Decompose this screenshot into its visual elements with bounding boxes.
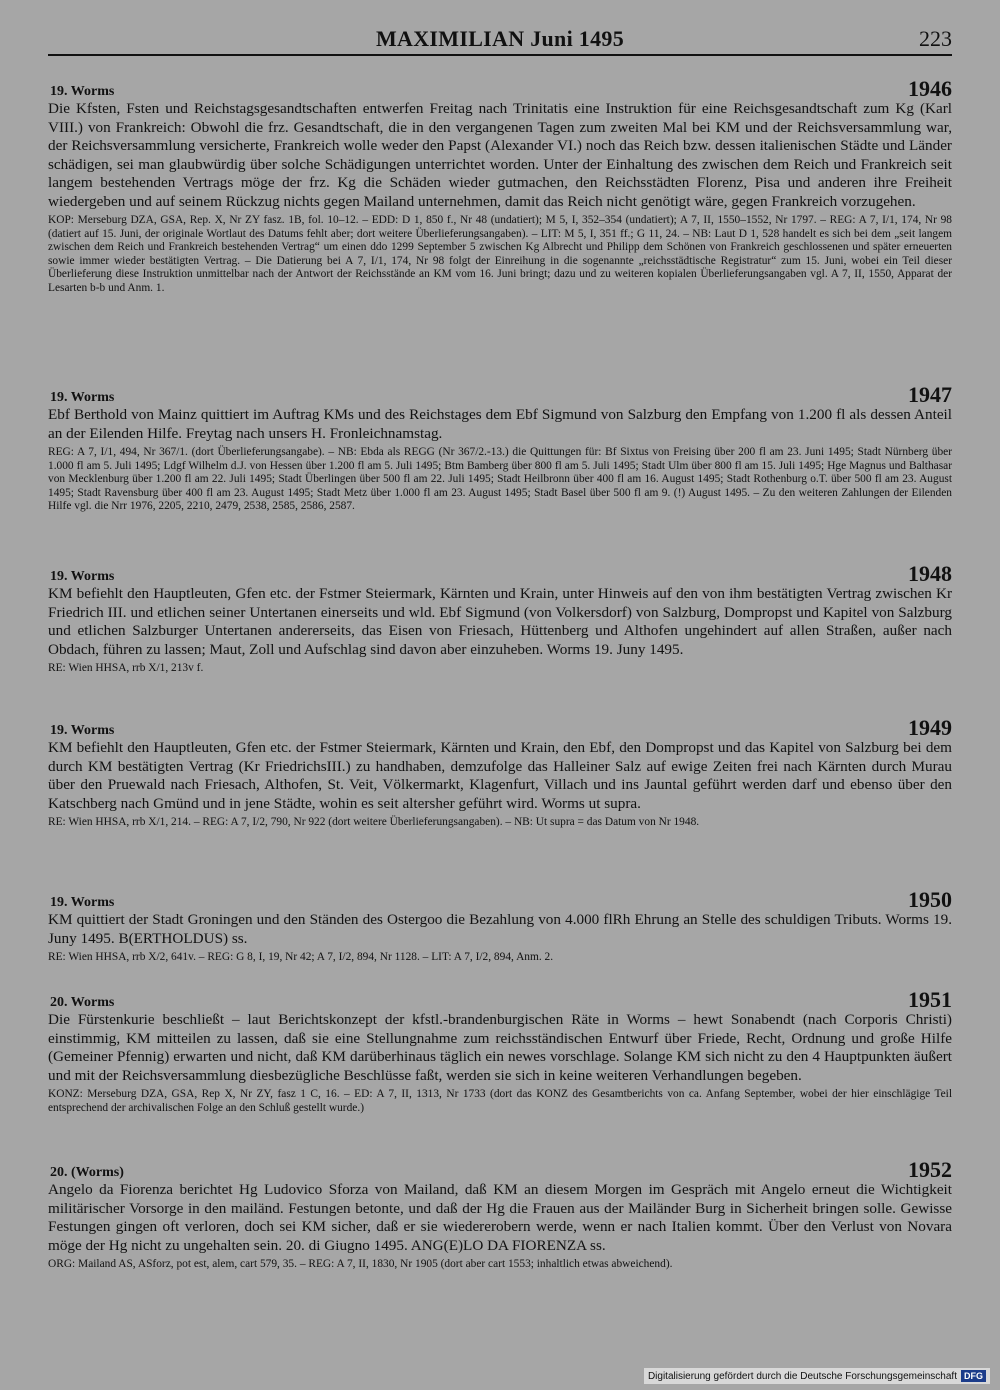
entry-head [48, 889, 952, 911]
entry-1947 [48, 384, 952, 514]
entry-text: Ebf Berthold von Mainz quittiert im Auftrag KMs und des Reichstages dem Ebf Sigmund von Salzburg den Empfang von 1.200 fl als dessen Anteil an der Eilenden Hilfe. Freytag nach unsers H. Fronleichnamstag. [48, 406, 952, 442]
dfg-footer [644, 1368, 990, 1384]
entry-date-place: 19. Worms [50, 84, 115, 99]
entry-number: 1948 [908, 561, 952, 586]
entry-text: KM befiehlt den Hauptleuten, Gfen etc. der Fstmer Steiermark, Kärnten und Krain, den Ebf, den Dompropst und das Kapitel von Salzburg bei dem durch KM bestätigten Vertrag (Kr FriedrichsIII.) zu handhaben, demzufolge das Halleiner Salz auf ewige Zeiten frei nach Kärnten durch Murau über den Pruewald nach Friesach, Althofen, St. Veit, Völkermarkt, Klagenfurt, Villach und ins Jauntal geführt werden darf und ebenso über den Katschberg nach Gmünd und in jene Städte, wohin es seit altersher geführt wird. Worms ut supra. [48, 739, 952, 812]
entry-1946 [48, 78, 952, 296]
entry-text: KM befiehlt den Hauptleuten, Gfen etc. der Fstmer Steiermark, Kärnten und Krain, unter Hinweis auf den von ihm bestätigten Vertrag zwischen Kr Friedrich III. und etlichen seiner Untertanen einerseits und wld. Ebf Sigmund (von Volkersdorf) von Salzburg, Dompropst und Kapitel von Salzburg und etlichen Salzburger Untertanen andererseits, das Eisen von Friesach, Hüttenberg und Althofen ungehindert auf allen Straßen, außer nach Obdach, führen zu lassen; Maut, Zoll und Aufschlag sind davon aber einzuheben. Worms 19. Juny 1495. [48, 585, 952, 658]
entry-head [48, 989, 952, 1011]
entry-head [48, 1159, 952, 1181]
entry-1952 [48, 1159, 952, 1272]
dfg-logo-icon: DFG [961, 1370, 986, 1382]
entry-date-place: 19. Worms [50, 723, 115, 738]
entry-apparatus: ORG: Mailand AS, ASforz, pot est, alem, cart 579, 35. – REG: A 7, II, 1830, Nr 1905 (dort aber cart 1553; inhaltlich etwas abweichend). [48, 1258, 673, 1270]
entry-date-place: 19. Worms [50, 390, 115, 405]
entry-date-place: 19. Worms [50, 895, 115, 910]
footer-text: Digitalisierung gefördert durch die Deutsche Forschungsgemeinschaft [647, 1370, 957, 1382]
entry-1950 [48, 889, 952, 965]
entry-head [48, 563, 952, 585]
entry-date-place: 19. Worms [50, 569, 115, 584]
entry-1951 [48, 989, 952, 1115]
entry-date-place: 20. (Worms) [50, 1165, 124, 1180]
entry-1948 [48, 563, 952, 676]
page-title: MAXIMILIAN Juni 1495 [375, 26, 625, 51]
entry-apparatus: KOP: Merseburg DZA, GSA, Rep. X, Nr ZY fasz. 1B, fol. 10–12. – EDD: D 1, 850 f., Nr 48 (undatiert); M 5, I, 352–354 (undatiert); A 7, II, 1550–1552, Nr 1797. – REG: A 7, I/1, 174, Nr 98 (datiert auf 15. Juni, der originale Wortlaut des Datums fehlt aber; dort weitere Überlieferungsangaben). – LIT: M 5, I, 351 ff.; G 11, 24. – NB: Laut D 1, 528 handelt es sich bei dem „seit langem zwischen dem Reich und Frankreich bestehenden Vertrag“ um einen ddo 1299 September 5 zwischen Kg Albrecht und Philipp dem Schönen von Frankreich geschlossenen und später erneuerten sowie immer wieder bestätigten Vertrag. – Die Datierung bei A 7, I/1, 174, Nr 98 folgt der Einreihung in die sogenannte „reichsstädtische Registratur“ zum 15. Juni, wobei ein Teil dieser Überlieferung diese Instruktion unmittelbar nach der Antwort der Reichsstände an KM vom 16. Juni bringt; dazu und zu weiteren kopialen Überlieferungsangaben vgl. A 7, II, 1550, Apparat der Lesarten b-b und Anm. 1. [48, 214, 952, 294]
entry-apparatus: RE: Wien HHSA, rrb X/2, 641v. – REG: G 8, I, 19, Nr 42; A 7, I/2, 894, Nr 1128. – LIT: A 7, I/2, 894, Anm. 2. [48, 951, 554, 963]
entry-head [48, 384, 952, 406]
entry-number: 1951 [908, 987, 952, 1012]
page-header [48, 26, 952, 54]
entry-text: KM quittiert der Stadt Groningen und den Ständen des Ostergoo die Bezahlung von 4.000 flRh Ehrung an Stelle des schuldigen Tributs. Worms 19. Juny 1495. B(ERTHOLDUS) ss. [48, 911, 952, 947]
entry-number: 1950 [908, 887, 952, 912]
entry-head [48, 717, 952, 739]
entry-text: Die Fürstenkurie beschließt – laut Berichtskonzept der kfstl.-brandenburgischen Räte in Worms – hewt Sonabendt (nach Corporis Christi) einstimmig, KM mitteilen zu lassen, daß sie eine Stellungnahme zum reichsständischen Entwurf über Friede, Recht, Ordnung und große Hilfe (Gemeiner Pfennig) erwarten und nicht, daß KM darüberhinaus täglich ein newes vorschlage. Solange KM sich nicht zu den 4 Hauptpunkten äußert und mit der Reichsversammlung diesbezügliche Beschlüsse faßt, werden sie sich in keine weiteren Verhandlungen begeben. [48, 1011, 952, 1084]
entry-date-place: 20. Worms [50, 995, 115, 1010]
entry-apparatus: RE: Wien HHSA, rrb X/1, 214. – REG: A 7, I/2, 790, Nr 922 (dort weitere Überlieferungsangaben). – NB: Ut supra = das Datum von Nr 1948. [48, 816, 700, 828]
entry-apparatus: KONZ: Merseburg DZA, GSA, Rep X, Nr ZY, fasz 1 C, 16. – ED: A 7, II, 1313, Nr 1733 (dort das KONZ des Gesamtberichts von ca. Anfang September, wobei der hier einschlägige Teil entsprechend der archivalischen Folge an den Schluß gestellt wurde.) [48, 1088, 952, 1114]
entry-number: 1947 [908, 382, 952, 407]
entry-number: 1949 [908, 715, 952, 740]
entry-head [48, 78, 952, 100]
entry-text: Angelo da Fiorenza berichtet Hg Ludovico Sforza von Mailand, daß KM an diesem Morgen im Gespräch mit Angelo erneut die Wichtigkeit militärischer Vorsorge in den mailänd. Festungen betonte, und daß der Hg die Frauen aus der Mailänder Burg in Sicherheit bringen solle. Gewisse Festungen gingen oft verloren, doch sei KM sicher, daß er sie wiedererobern werde, wenn er nach Italien kommt. Über den Verlust von Novara möge der Hg nicht zu ungehalten sein. 20. di Giugno 1495. ANG(E)LO DA FIORENZA ss. [48, 1181, 952, 1254]
entry-1949 [48, 717, 952, 830]
entry-apparatus: RE: Wien HHSA, rrb X/1, 213v f. [48, 662, 204, 674]
entry-number: 1946 [908, 76, 952, 101]
page-number: 223 [919, 26, 952, 51]
header-rule [48, 54, 952, 56]
entry-apparatus: REG: A 7, I/1, 494, Nr 367/1. (dort Überlieferungsangabe). – NB: Ebda als REGG (Nr 367/2.-13.) die Quittungen für: Bf Sixtus von Freising über 200 fl am 23. Juni 1495; Stadt Nürnberg über 1.000 fl am 5. Juli 1495; Ldgf Wilhelm d.J. von Hessen über 1.200 fl am 5. Juli 1495; Btm Bamberg über 800 fl am 5. Juli 1495; Stadt Ulm über 800 fl am 15. Juli 1495; Hge Magnus und Balthasar von Mecklenburg über 1.200 fl am 22. Juli 1495; Stadt Überlingen über 500 fl am 22. Juli 1495; Stadt Heilbronn über 400 fl am 16. August 1495; Stadt Rothenburg o.T. über 500 fl am 23. August 1495; Stadt Ravensburg über 400 fl am 23. August 1495; Stadt Metz über 1.000 fl am 23. August 1495; Stadt Basel über 500 fl am 9. (!) August 1495. – Zu den weiteren Zahlungen der Eilenden Hilfe vgl. die Nrr 1976, 2205, 2210, 2479, 2538, 2585, 2586, 2587. [48, 446, 952, 513]
entry-text: Die Kfsten, Fsten und Reichstagsgesandtschaften entwerfen Freitag nach Trinitatis eine Instruktion für eine Reichsgesandtschaft zum Kg (Karl VIII.) von Frankreich: Obwohl die frz. Gesandtschaft, die in den vergangenen Tagen zum zweiten Mal bei KM und der Reichsversammlung war, der Reichsversammlung versicherte, Frankreich wolle weder den Papst (Alexander VI.) noch das Reich bzw. dessen italienischen Städte und Länder schädigen, sei man glaubwürdig über solche Schädigungen unterrichtet worden. Unter der Einhaltung des zwischen dem Reich und Frankreich seit langem bestehenden Vertrags möge der frz. Kg die Schäden wieder gutmachen, den Reichsstädten Florenz, Pisa und anderen ihre Freiheit wiedergeben und auf seinem Rückzug nichts gegen Mailand unternehmen, damit das Reich nicht genötigt wäre, gegen Frankreich vorzugehen. [48, 100, 952, 210]
entry-number: 1952 [908, 1157, 952, 1182]
